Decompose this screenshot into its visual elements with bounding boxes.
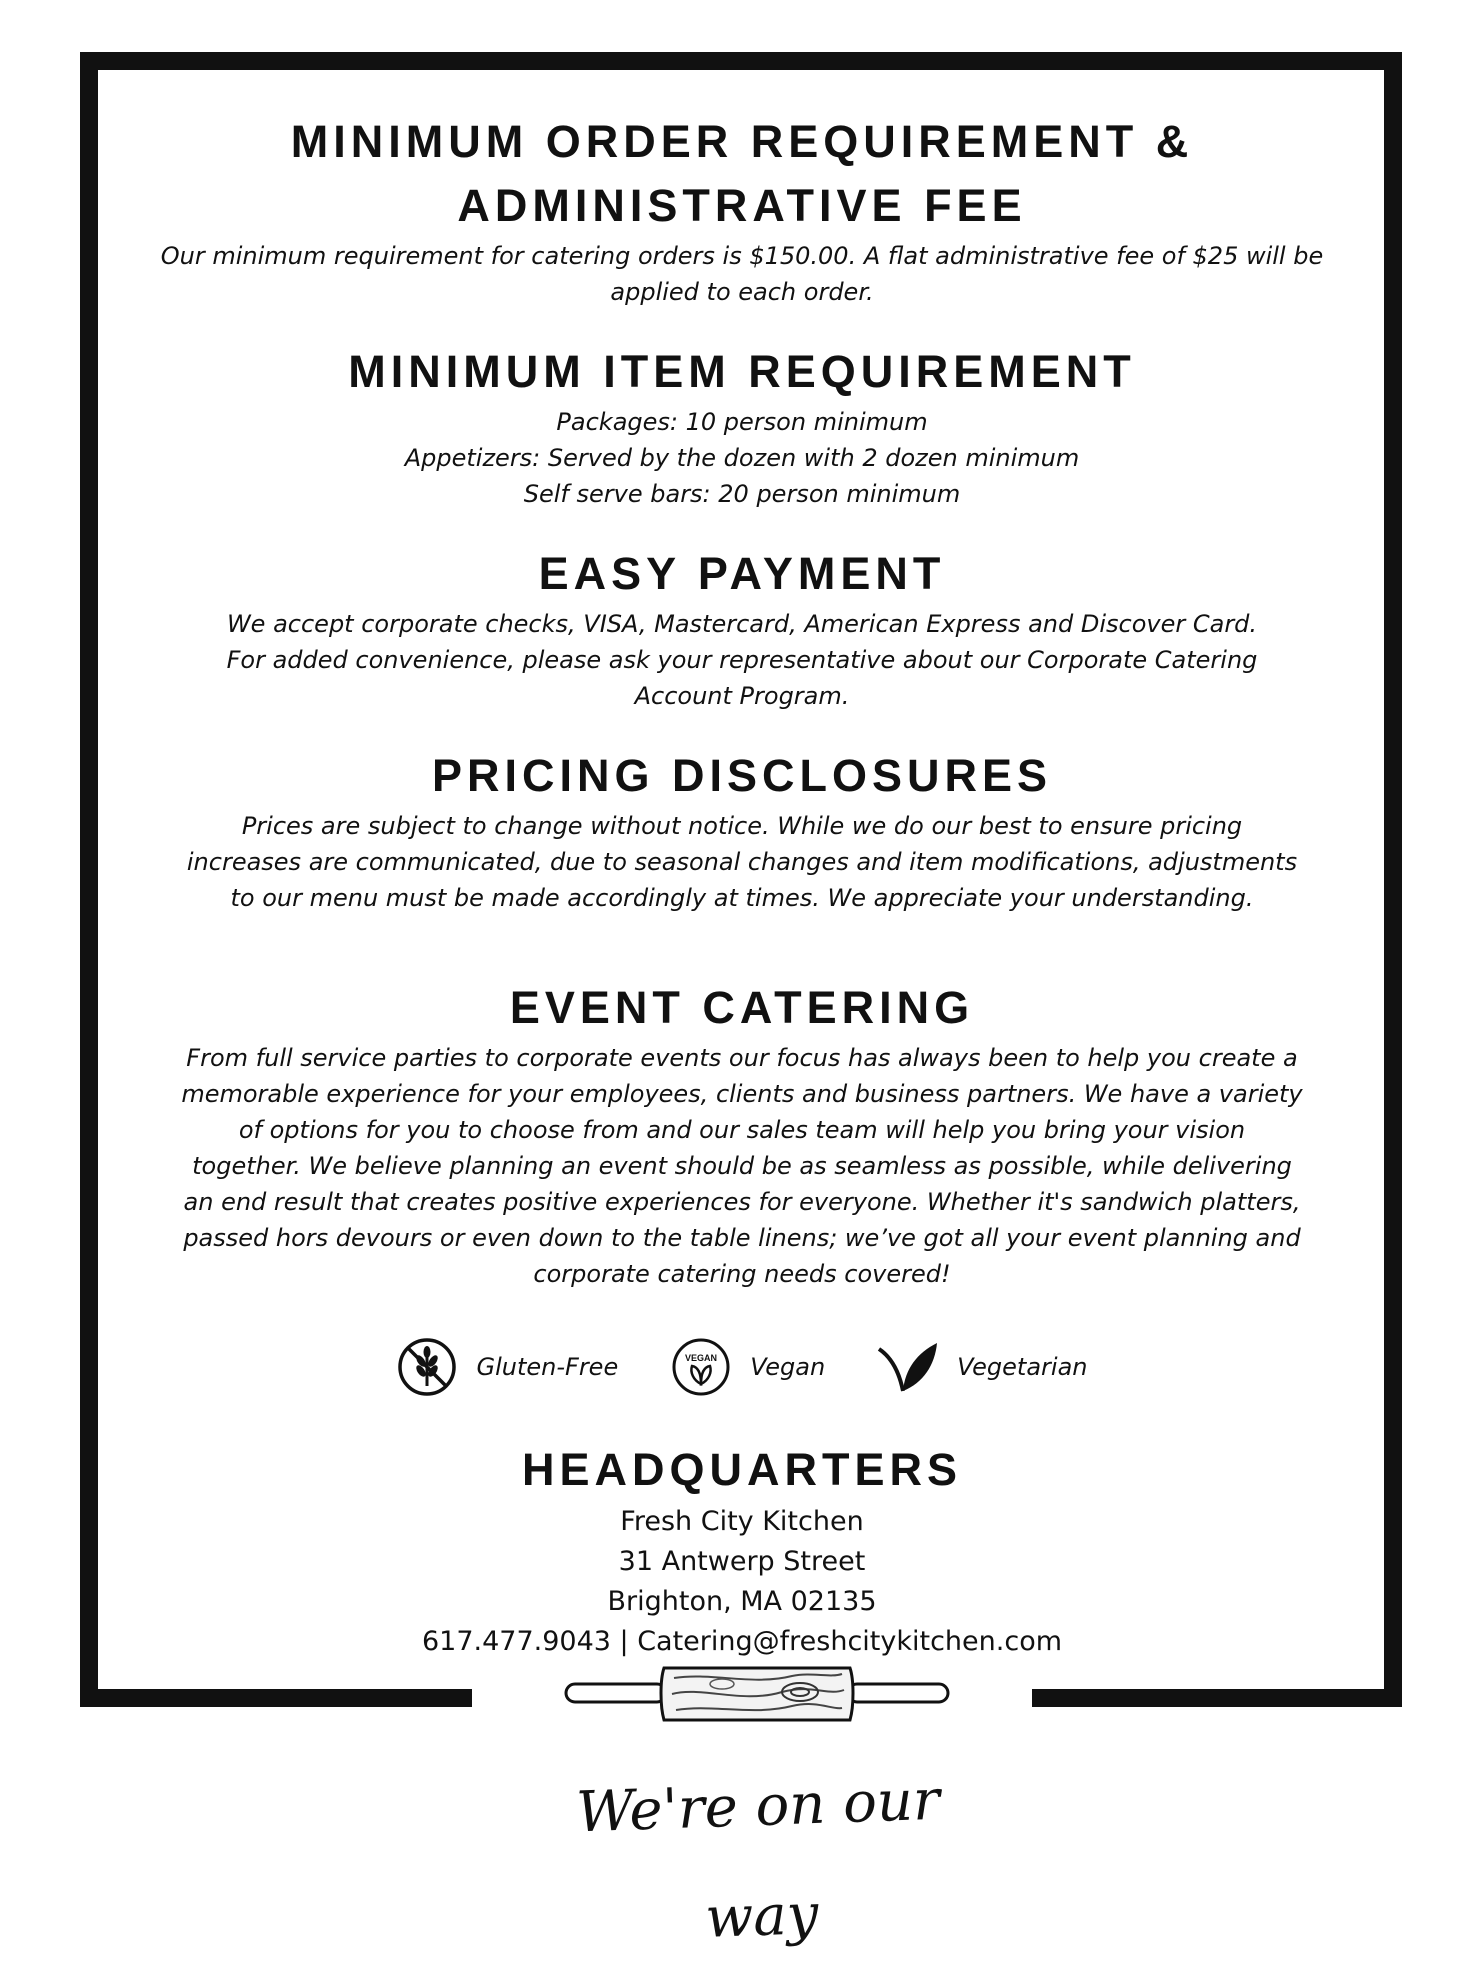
section-minimum-item <box>130 340 1354 512</box>
hq-city: Brighton, MA 02135 <box>607 1586 877 1617</box>
text-line: to our menu must be made accordingly at times. We appreciate your understanding. <box>230 884 1254 912</box>
text-line: Self serve bars: 20 person minimum <box>523 480 961 508</box>
gluten-free-icon <box>396 1336 458 1398</box>
vegetarian-leaf-icon <box>877 1339 939 1395</box>
legend-vegan <box>670 1336 825 1398</box>
hq-contact: 617.477.9043 | Catering@freshcitykitchen.com <box>421 1626 1063 1657</box>
section-heading: HEADQUARTERS <box>521 1444 963 1495</box>
section-minimum-order <box>130 110 1354 310</box>
legend-gluten-free <box>396 1336 618 1398</box>
text-line: increases are communicated, due to seasonal changes and item modifications, adjustments <box>186 848 1298 876</box>
section-heading: MINIMUM ITEM REQUIREMENT <box>348 346 1136 397</box>
text-line: For added convenience, please ask your representative about our Corporate Catering <box>226 646 1258 674</box>
text-line: We accept corporate checks, VISA, Mastercard, American Express and Discover Card. <box>226 610 1258 638</box>
section-heading: EVENT CATERING <box>509 982 975 1033</box>
text-line: together. We believe planning an event should be as seamless as possible, while delivering <box>192 1152 1292 1180</box>
text-line: Prices are subject to change without notice. While we do our best to ensure pricing <box>241 812 1243 840</box>
hq-company-name: Fresh City Kitchen <box>620 1506 864 1537</box>
legend-label: Gluten-Free <box>476 1353 619 1381</box>
text-line: Appetizers: Served by the dozen with 2 dozen minimum <box>404 444 1080 472</box>
section-heading: PRICING DISCLOSURES <box>431 750 1053 801</box>
section-body <box>130 1040 1354 1292</box>
section-body <box>130 606 1354 714</box>
text-line: an end result that creates positive experiences for everyone. Whether it's sandwich platters, <box>183 1188 1301 1216</box>
frame-border-top <box>80 52 1402 70</box>
section-pricing-disclosures <box>130 744 1354 916</box>
section-event-catering <box>130 976 1354 1292</box>
frame-border-right <box>1384 52 1402 1707</box>
text-line: Account Program. <box>634 682 850 710</box>
legend-label: Vegetarian <box>957 1353 1088 1381</box>
section-body <box>130 404 1354 512</box>
heading-line: ADMINISTRATIVE FEE <box>457 180 1027 231</box>
rolling-pin-icon <box>562 1660 952 1728</box>
dietary-legend <box>130 1336 1354 1398</box>
text-line: passed hors devours or even down to the table linens; we’ve got all your event planning and <box>183 1224 1301 1252</box>
text-line: corporate catering needs covered! <box>533 1260 951 1288</box>
frame-border-bottom-right <box>1032 1689 1402 1707</box>
heading-line: MINIMUM ORDER REQUIREMENT & <box>290 116 1194 167</box>
legend-vegetarian <box>877 1339 1087 1395</box>
section-heading: EASY PAYMENT <box>538 548 946 599</box>
vegan-badge-text: VEGAN <box>685 1353 718 1363</box>
document-content <box>130 110 1354 1662</box>
section-body: Our minimum requirement for catering orders is $150.00. A flat administrative fee of $25 will be applied to each order. <box>160 242 1324 306</box>
section-headquarters <box>130 1438 1354 1662</box>
signature-tagline: We're on our way <box>575 1767 941 1951</box>
text-line: memorable experience for your employees, clients and business partners. We have a variety <box>181 1080 1303 1108</box>
frame-border-bottom-left <box>80 1689 472 1707</box>
frame-border-left <box>80 52 98 1707</box>
text-line: of options for you to choose from and our sales team will help you bring your vision <box>238 1116 1246 1144</box>
hq-street: 31 Antwerp Street <box>618 1546 866 1577</box>
legend-label: Vegan <box>750 1353 826 1381</box>
section-easy-payment <box>130 542 1354 714</box>
text-line: From full service parties to corporate events our focus has always been to help you create a <box>186 1044 1298 1072</box>
text-line: Packages: 10 person minimum <box>556 408 928 436</box>
section-body <box>130 808 1354 916</box>
vegan-icon <box>670 1336 732 1398</box>
section-heading <box>130 110 1354 238</box>
